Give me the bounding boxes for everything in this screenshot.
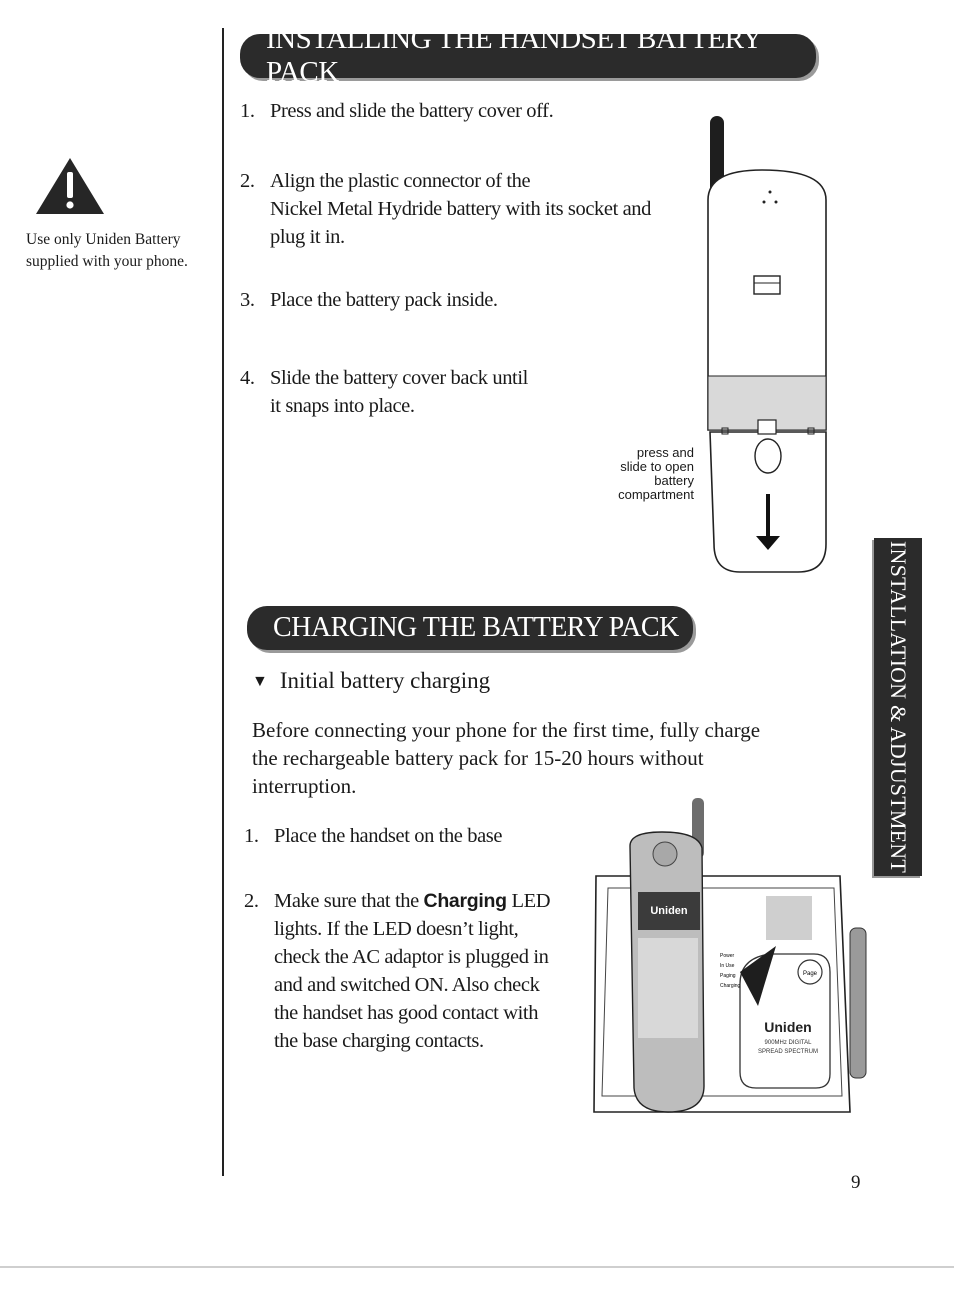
battery-warning-text: Use only Uniden Battery supplied with your phone. (26, 231, 188, 270)
warning-triangle-icon (34, 156, 106, 216)
step-text: Press and slide the battery cover off. (270, 100, 554, 122)
side-tab-label: INSTALLATION & ADJUSTMENT (886, 540, 911, 874)
section-title-text: INSTALLING THE HANDSET BATTERY PACK (266, 23, 762, 88)
handset-battery-illustration (700, 112, 840, 578)
section-side-tab (874, 538, 922, 876)
subheading-initial-charging (252, 668, 490, 694)
step-number: 1. (244, 825, 259, 847)
callout-line: battery (654, 473, 694, 488)
step-number: 4. (240, 367, 255, 389)
install-step-1 (240, 97, 660, 125)
step-text: Align the plastic connector of the (270, 170, 531, 192)
column-divider (222, 28, 224, 1176)
page-number: 9 (851, 1172, 861, 1193)
handset-brand-label: Uniden (650, 905, 688, 917)
led-power-label: Power (720, 953, 735, 959)
step-text-continued: LED lights. If the LED doesn’t light, check the AC adaptor is plugged in and and switched ON. Also check the handset has good contact with the base charging contacts. (274, 890, 551, 1052)
step-number: 3. (240, 289, 255, 311)
led-charging-label: Charging (720, 983, 741, 989)
section-title-charging (247, 606, 693, 650)
triangle-bullet-icon: ▼ (252, 673, 268, 690)
charging-step-1 (244, 822, 564, 850)
charging-led-label: Charging (423, 890, 507, 912)
step-text: Place the battery pack inside. (270, 289, 498, 311)
step-text: Make sure that the (274, 890, 419, 912)
step-number: 2. (244, 890, 259, 912)
section-title-text: CHARGING THE BATTERY PACK (273, 612, 679, 643)
install-step-2 (240, 167, 660, 251)
led-paging-label: Paging (720, 973, 736, 979)
base-tech-label: SPREAD SPECTRUM (757, 1049, 819, 1055)
battery-compartment-callout (590, 446, 694, 502)
bottom-rule (0, 1266, 954, 1268)
install-step-4 (240, 364, 540, 420)
phone-on-base-illustration (590, 796, 875, 1118)
install-step-3 (240, 286, 660, 314)
step-number: 1. (240, 100, 255, 122)
callout-line: slide to open (620, 459, 694, 474)
callout-line: compartment (618, 487, 694, 502)
charging-paragraph: Before connecting your phone for the first time, fully charge the rechargeable battery pack for 15-20 hours without interruption. (252, 718, 761, 798)
step-number: 2. (240, 170, 255, 192)
step-text: Slide the battery cover back until it snaps into place. (270, 367, 528, 417)
charging-step-2 (244, 887, 554, 1055)
callout-line: press and (636, 445, 694, 460)
base-model-label: 900MHz DIGITAL (764, 1040, 812, 1046)
led-inuse-label: In Use (720, 963, 735, 969)
subheading-text: Initial battery charging (279, 668, 491, 693)
step-text-continued: Nickel Metal Hydride battery with its socket and plug it in. (270, 198, 652, 248)
base-brand-label: Uniden (764, 1019, 812, 1035)
section-title-install-battery (240, 23, 816, 88)
page-button-label: Page (802, 971, 818, 977)
step-text: Place the handset on the base (274, 825, 503, 847)
